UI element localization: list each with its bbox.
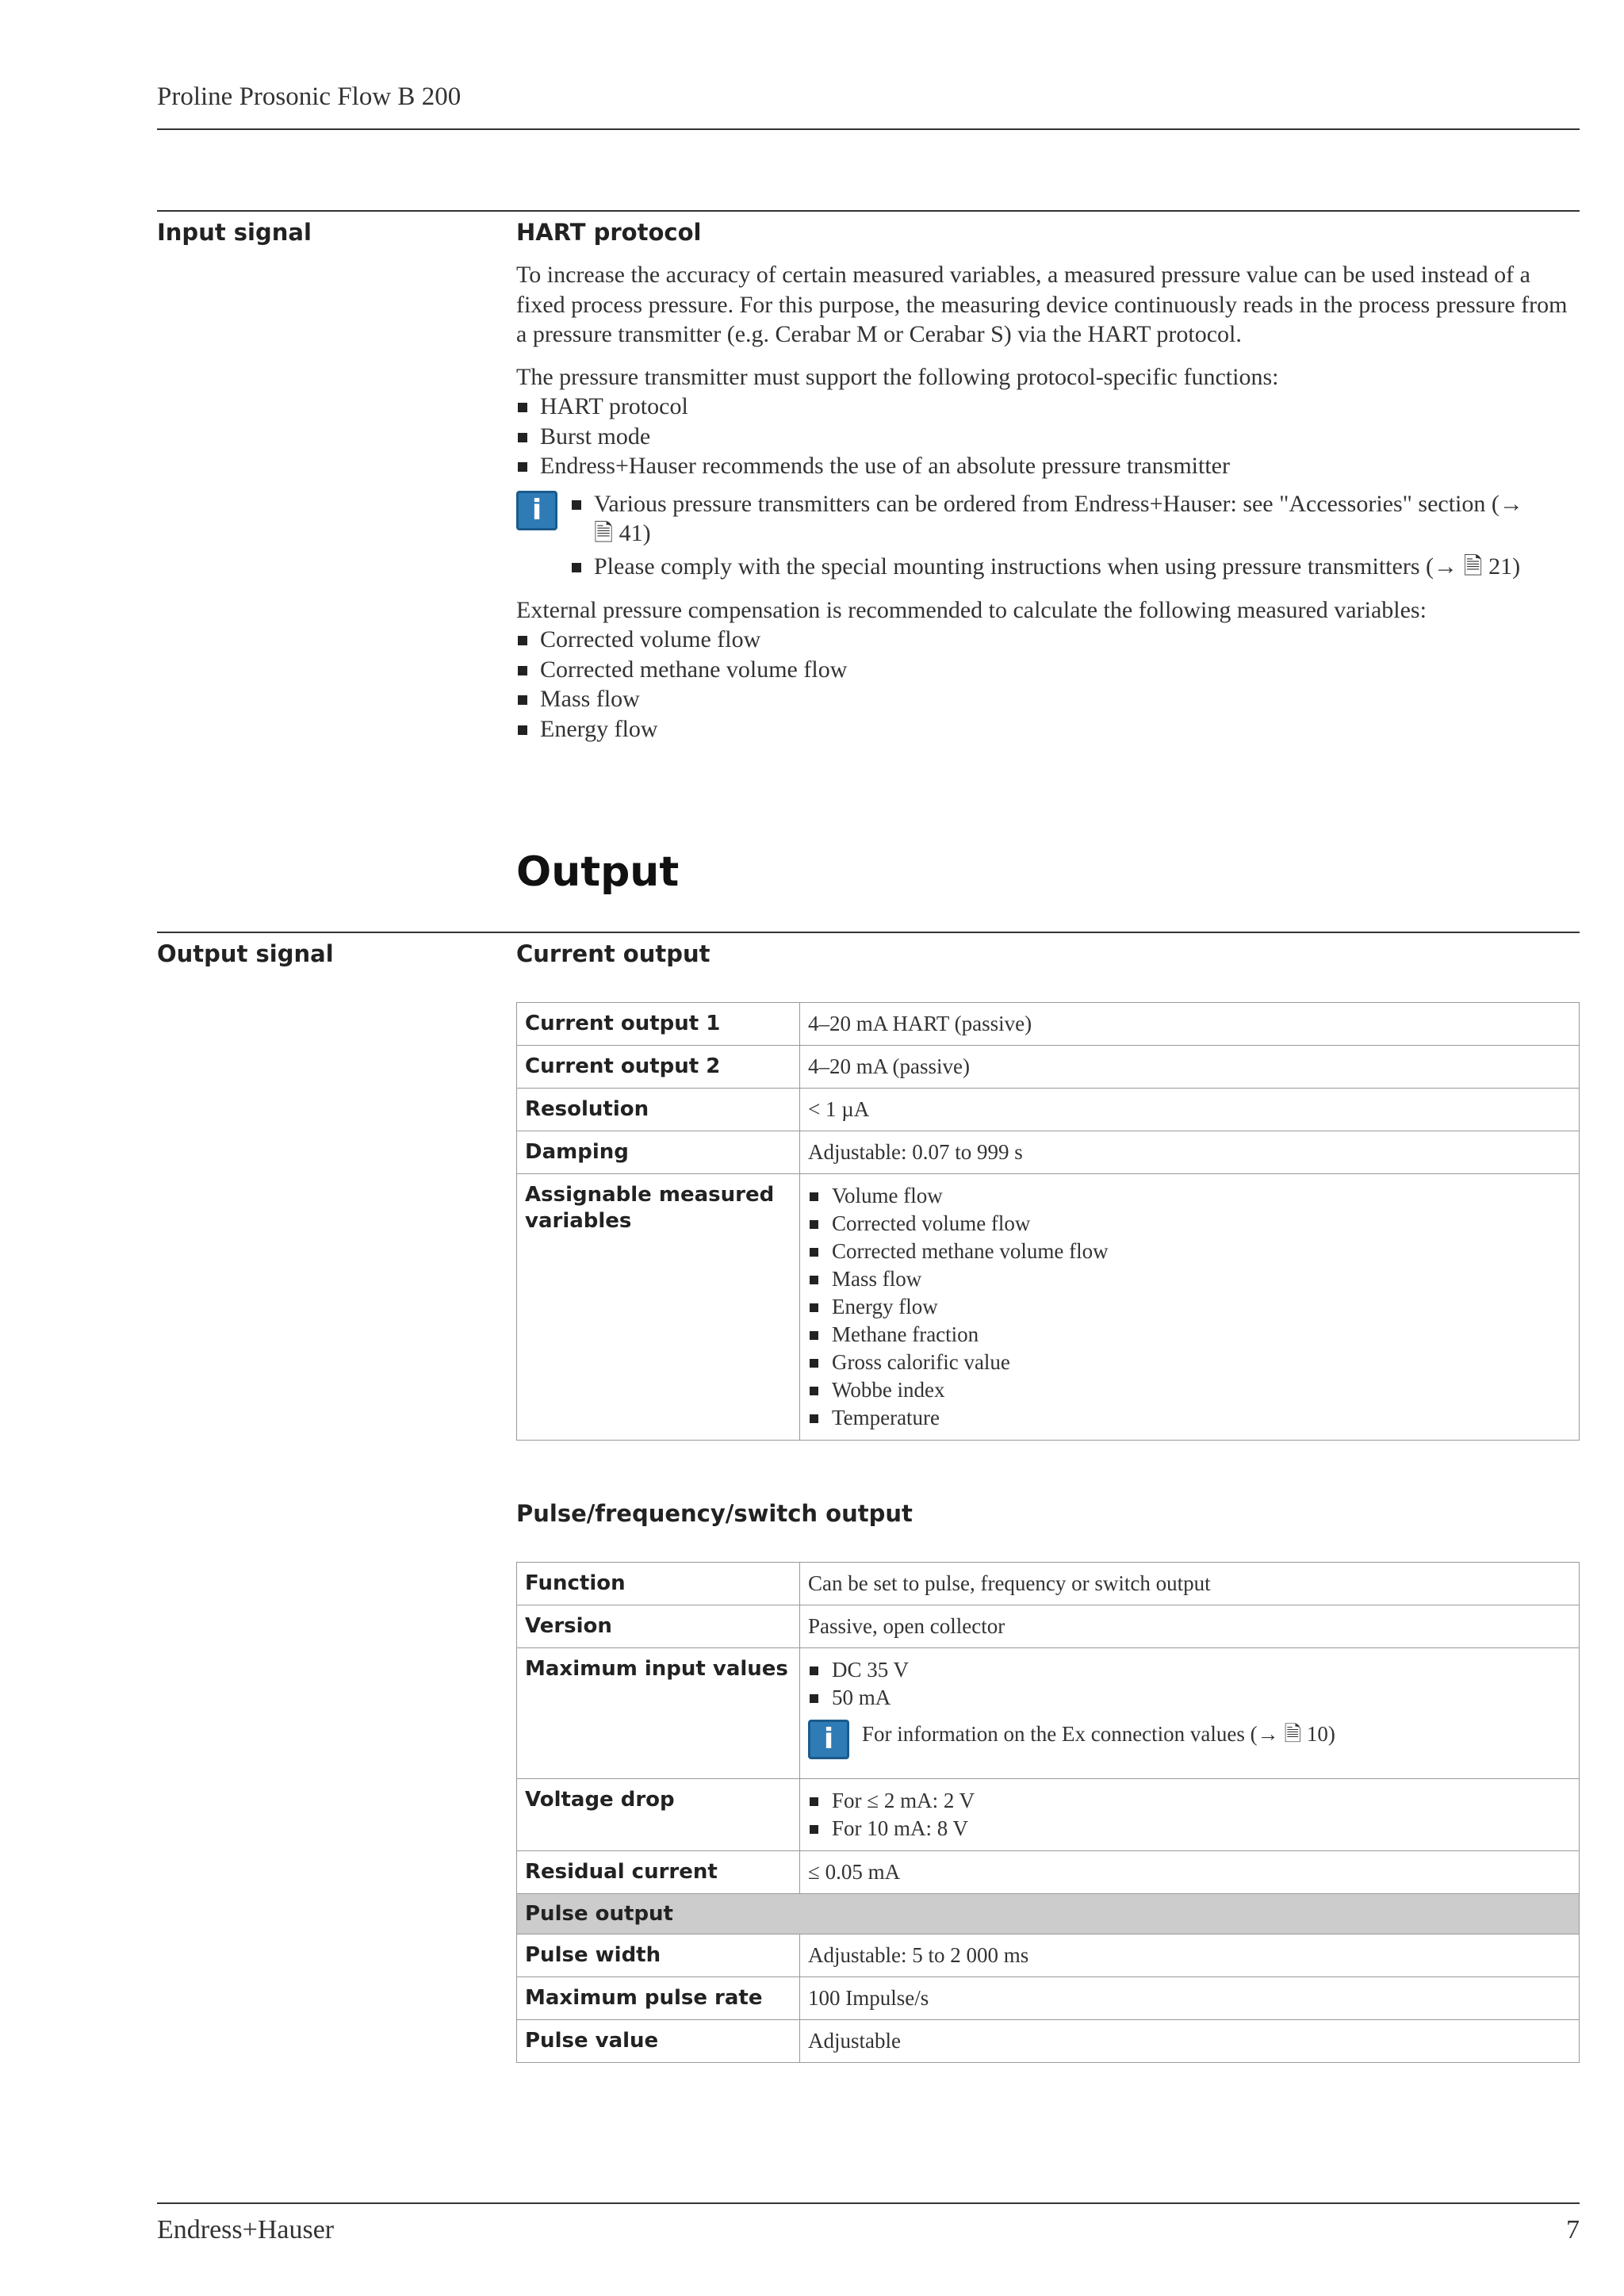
section-divider — [157, 932, 1580, 933]
list-item: Various pressure transmitters can be ordered from Endress+Hauser: see "Accessories" section (→ 🗎 41) — [570, 489, 1538, 549]
list-item: Volume flow — [808, 1182, 1571, 1210]
list-item: 50 mA — [808, 1684, 1571, 1712]
list-item: Wobbe index — [808, 1376, 1571, 1404]
row-value: Adjustable: 5 to 2 000 ms — [800, 1934, 1580, 1977]
row-value: Adjustable: 0.07 to 999 s — [800, 1131, 1580, 1174]
list-item: Energy flow — [516, 714, 1580, 744]
footer-brand: Endress+Hauser — [157, 2215, 335, 2244]
page-footer — [157, 2202, 1580, 2244]
row-key: Damping — [517, 1131, 800, 1174]
pulse-output-table — [516, 1562, 1580, 2063]
list-item: Corrected volume flow — [808, 1210, 1571, 1238]
table-row — [517, 1174, 1580, 1441]
table-row — [517, 1648, 1580, 1779]
list-item: Please comply with the special mounting instructions when using pressure transmitters (→ 🗎 21) — [570, 552, 1538, 582]
document-title: Proline Prosonic Flow B 200 — [157, 82, 462, 111]
input-signal-content — [516, 219, 1580, 744]
assignable-variables-list — [808, 1182, 1571, 1432]
row-key: Version — [517, 1605, 800, 1648]
support-paragraph: The pressure transmitter must support the following protocol-specific functions: — [516, 363, 1279, 390]
page-number: 7 — [1566, 2215, 1580, 2244]
list-item: Mass flow — [516, 684, 1580, 714]
row-key: Pulse value — [517, 2020, 800, 2063]
compensation-list — [516, 625, 1580, 744]
row-value — [800, 1779, 1580, 1851]
page-header — [157, 82, 1580, 130]
list-item: Gross calorific value — [808, 1349, 1571, 1376]
support-list — [516, 392, 1580, 481]
pulse-output-heading: Pulse/frequency/switch output — [516, 1500, 913, 1527]
note-list — [570, 489, 1538, 582]
row-key: Current output 2 — [517, 1046, 800, 1089]
row-key: Maximum pulse rate — [517, 1977, 800, 2020]
list-item: Corrected volume flow — [516, 625, 1580, 655]
row-value: Adjustable — [800, 2020, 1580, 2063]
compensation-paragraph: External pressure compensation is recommended to calculate the following measured variables: — [516, 596, 1427, 623]
output-section-title: Output — [516, 848, 680, 896]
table-row — [517, 1779, 1580, 1851]
info-icon: i — [516, 491, 557, 530]
note-block — [516, 489, 1580, 592]
list-item: HART protocol — [516, 392, 1580, 422]
row-key: Resolution — [517, 1089, 800, 1131]
table-row — [517, 1046, 1580, 1089]
table-row — [517, 1605, 1580, 1648]
list-item: Temperature — [808, 1404, 1571, 1432]
table-group-row — [517, 1894, 1580, 1934]
row-value: Passive, open collector — [800, 1605, 1580, 1648]
table-row — [517, 2020, 1580, 2063]
list-item: Endress+Hauser recommends the use of an absolute pressure transmitter — [516, 451, 1580, 481]
row-key: Assignable measured variables — [517, 1174, 800, 1441]
row-value: ≤ 0.05 mA — [800, 1851, 1580, 1894]
section-divider — [157, 210, 1580, 212]
input-intro-paragraph: To increase the accuracy of certain measured variables, a measured pressure value can be used instead of a fixed process pressure. For this purpose, the measuring device continuously reads in the process pressure from a pressure transmitter (e.g. Cerabar M or Cerabar S) via the HART protocol. — [516, 262, 1568, 347]
note-block — [808, 1720, 1571, 1770]
row-key: Voltage drop — [517, 1779, 800, 1851]
list-item: Energy flow — [808, 1293, 1571, 1321]
table-row — [517, 1934, 1580, 1977]
row-value: 100 Impulse/s — [800, 1977, 1580, 2020]
table-row — [517, 1131, 1580, 1174]
voltage-drop-list — [808, 1787, 1571, 1843]
ex-connection-note: For information on the Ex connection values (→ 🗎 10) — [862, 1722, 1335, 1746]
input-signal-label: Input signal — [157, 219, 312, 246]
list-item: Burst mode — [516, 422, 1580, 452]
row-key: Current output 1 — [517, 1003, 800, 1046]
current-output-heading: Current output — [516, 940, 710, 967]
group-label: Pulse output — [517, 1894, 1580, 1934]
row-key: Residual current — [517, 1851, 800, 1894]
table-row — [517, 1851, 1580, 1894]
list-item: Corrected methane volume flow — [516, 655, 1580, 685]
row-value: 4–20 mA HART (passive) — [800, 1003, 1580, 1046]
list-item: For 10 mA: 8 V — [808, 1815, 1571, 1843]
row-key: Pulse width — [517, 1934, 800, 1977]
max-input-list — [808, 1656, 1571, 1712]
info-icon: i — [808, 1720, 849, 1759]
current-output-table — [516, 1002, 1580, 1441]
row-value: Can be set to pulse, frequency or switch output — [800, 1563, 1580, 1605]
hart-protocol-heading: HART protocol — [516, 219, 702, 246]
list-item: Methane fraction — [808, 1321, 1571, 1349]
list-item: Mass flow — [808, 1265, 1571, 1293]
row-key: Maximum input values — [517, 1648, 800, 1779]
row-value — [800, 1174, 1580, 1441]
table-row — [517, 1563, 1580, 1605]
row-value: 4–20 mA (passive) — [800, 1046, 1580, 1089]
list-item: For ≤ 2 mA: 2 V — [808, 1787, 1571, 1815]
output-signal-label: Output signal — [157, 940, 334, 967]
table-row — [517, 1089, 1580, 1131]
row-value: < 1 µA — [800, 1089, 1580, 1131]
row-key: Function — [517, 1563, 800, 1605]
list-item: DC 35 V — [808, 1656, 1571, 1684]
table-row — [517, 1003, 1580, 1046]
list-item: Corrected methane volume flow — [808, 1238, 1571, 1265]
table-row — [517, 1977, 1580, 2020]
row-value — [800, 1648, 1580, 1779]
